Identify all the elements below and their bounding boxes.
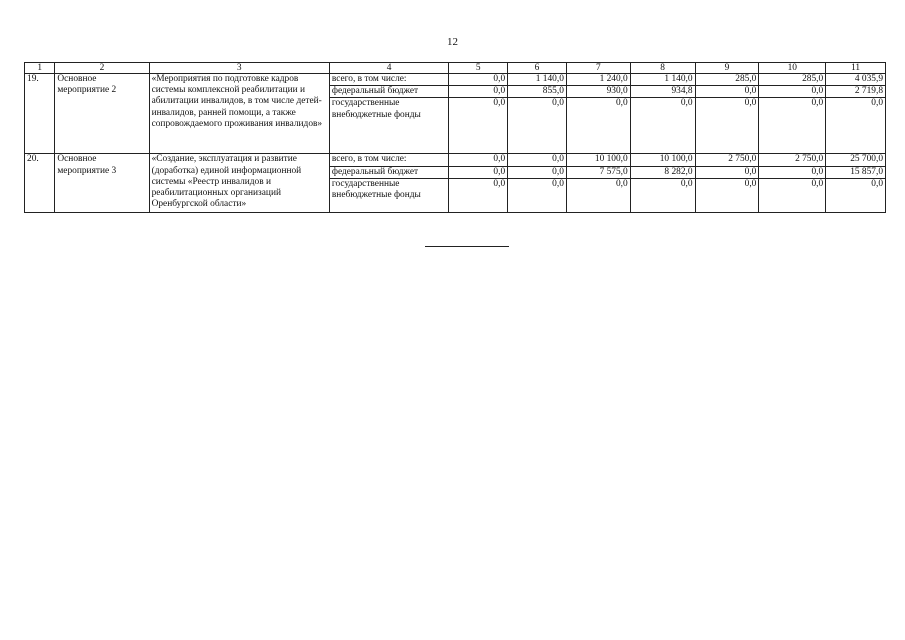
funding-source: всего, в том числе: — [329, 74, 449, 86]
value-cell: 1 140,0 — [508, 74, 567, 86]
column-header: 8 — [630, 63, 695, 74]
column-number-row — [25, 63, 886, 74]
value-cell: 10 100,0 — [566, 154, 630, 166]
value-cell: 7 575,0 — [566, 166, 630, 178]
value-cell: 0,0 — [695, 98, 759, 154]
page-number: 12 — [447, 36, 458, 48]
value-cell: 0,0 — [449, 98, 508, 154]
value-cell: 0,0 — [695, 86, 759, 98]
value-cell: 0,0 — [449, 86, 508, 98]
value-cell: 2 750,0 — [695, 154, 759, 166]
funding-source: всего, в том числе: — [329, 154, 449, 166]
table-row — [25, 74, 886, 86]
value-cell: 0,0 — [508, 154, 567, 166]
activity-name: «Мероприятия по подготовке кадров системы комплексной реабилитации и абилитации инвалидов, в том числе детей-инвалидов, ранней помощи, а также сопровождаемого проживания инвалидов» — [149, 74, 329, 154]
value-cell: 2 750,0 — [759, 154, 826, 166]
budget-table — [24, 62, 886, 213]
value-cell: 0,0 — [630, 178, 695, 212]
value-cell: 0,0 — [630, 98, 695, 154]
column-header: 4 — [329, 63, 449, 74]
value-cell: 0,0 — [695, 178, 759, 212]
value-cell: 0,0 — [759, 86, 826, 98]
activity-name: «Создание, эксплуатация и развитие (доработка) единой информационной системы «Реестр инвалидов и реабилитационных организаций Оренбургской области» — [149, 154, 329, 212]
table-row — [25, 154, 886, 166]
activity-type: Основное мероприятие 3 — [55, 154, 149, 212]
row-number: 20. — [25, 154, 55, 212]
value-cell: 855,0 — [508, 86, 567, 98]
closing-rule — [425, 246, 509, 247]
value-cell: 0,0 — [566, 178, 630, 212]
activity-type: Основное мероприятие 2 — [55, 74, 149, 154]
funding-source: государственные внебюджетные фонды — [329, 98, 449, 154]
value-cell: 15 857,0 — [826, 166, 886, 178]
funding-source: федеральный бюджет — [329, 86, 449, 98]
value-cell: 0,0 — [759, 166, 826, 178]
value-cell: 0,0 — [826, 178, 886, 212]
column-header: 2 — [55, 63, 149, 74]
row-number: 19. — [25, 74, 55, 154]
value-cell: 285,0 — [695, 74, 759, 86]
column-header: 5 — [449, 63, 508, 74]
value-cell: 10 100,0 — [630, 154, 695, 166]
funding-source: федеральный бюджет — [329, 166, 449, 178]
value-cell: 1 140,0 — [630, 74, 695, 86]
value-cell: 25 700,0 — [826, 154, 886, 166]
column-header: 3 — [149, 63, 329, 74]
value-cell: 0,0 — [508, 166, 567, 178]
value-cell: 0,0 — [695, 166, 759, 178]
value-cell: 2 719,8 — [826, 86, 886, 98]
value-cell: 0,0 — [508, 98, 567, 154]
value-cell: 0,0 — [449, 74, 508, 86]
value-cell: 0,0 — [759, 178, 826, 212]
value-cell: 8 282,0 — [630, 166, 695, 178]
value-cell: 0,0 — [449, 154, 508, 166]
value-cell: 0,0 — [566, 98, 630, 154]
funding-source: государственные внебюджетные фонды — [329, 178, 449, 212]
column-header: 1 — [25, 63, 55, 74]
value-cell: 934,8 — [630, 86, 695, 98]
column-header: 6 — [508, 63, 567, 74]
value-cell: 0,0 — [826, 98, 886, 154]
column-header: 7 — [566, 63, 630, 74]
column-header: 11 — [826, 63, 886, 74]
column-header: 9 — [695, 63, 759, 74]
value-cell: 1 240,0 — [566, 74, 630, 86]
column-header: 10 — [759, 63, 826, 74]
value-cell: 0,0 — [449, 166, 508, 178]
value-cell: 0,0 — [508, 178, 567, 212]
value-cell: 930,0 — [566, 86, 630, 98]
value-cell: 0,0 — [759, 98, 826, 154]
value-cell: 0,0 — [449, 178, 508, 212]
value-cell: 285,0 — [759, 74, 826, 86]
value-cell: 4 035,9 — [826, 74, 886, 86]
